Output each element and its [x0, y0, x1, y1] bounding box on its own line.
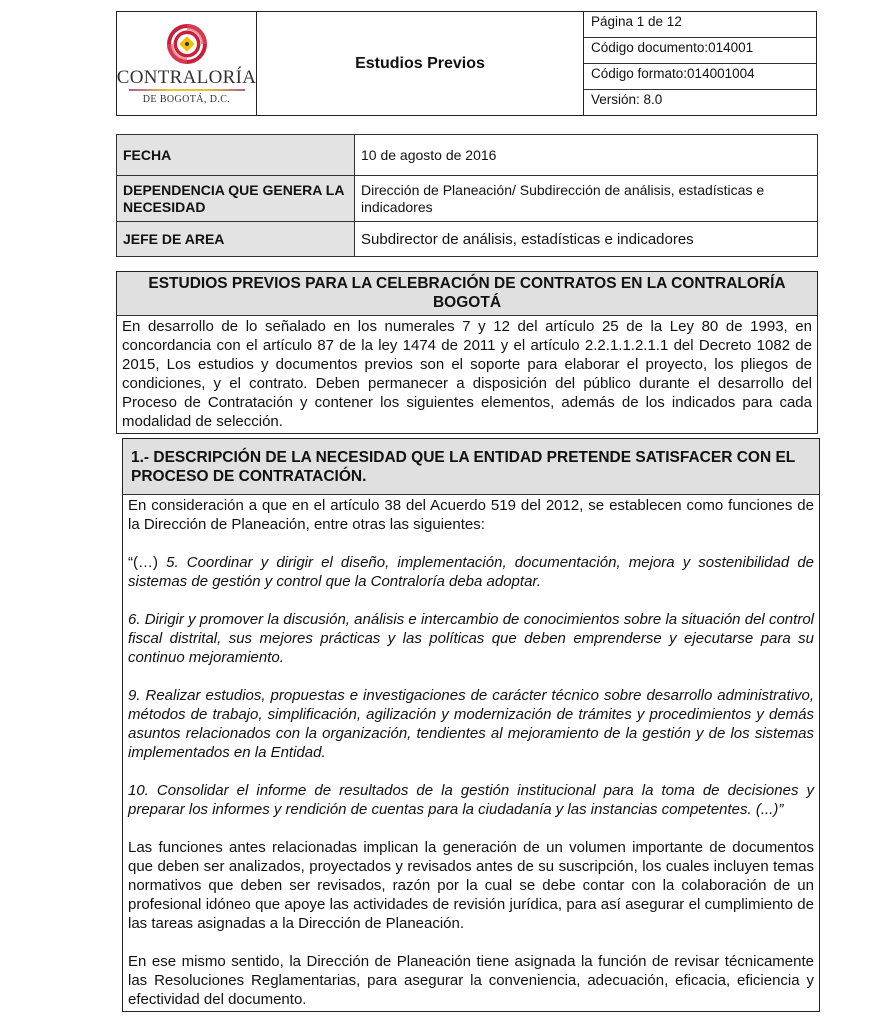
row-label: JEFE DE AREA	[117, 222, 355, 257]
row-value: Dirección de Planeación/ Subdirección de análisis, estadísticas e indicadores	[355, 176, 818, 222]
page-number: Página 1 de 12	[584, 12, 816, 38]
contraloria-logo-icon	[165, 22, 209, 66]
function-10: 10. Consolidar el informe de resultados de la gestión institucional para la toma de decisiones y preparar los informes y rendición de cuentas para la ciudadanía y las instancias competentes. (...)”	[128, 782, 814, 818]
function-9: 9. Realizar estudios, propuestas e investigaciones de carácter técnico sobre desarrollo administrativo, métodos de trabajo, simplificación, agilización y modernización de trámites y procedimientos y demás asuntos relacionados con la organización, tendientes al mejoramiento de la gestión y de los sistemas implementados en la Entidad.	[128, 687, 814, 761]
function-6: 6. Dirigir y promover la discusión, análisis e intercambio de conocimientos sobre la situación del control fiscal distrital, sus mejores prácticas y las políticas que deben emprenderse y ejecutarse para su continuo mejoramiento.	[128, 611, 814, 666]
section-1-title: 1.- DESCRIPCIÓN DE LA NECESIDAD QUE LA ENTIDAD PRETENDE SATISFACER CON EL PROCESO DE CONTRATACIÓN.	[123, 439, 819, 495]
intro-section-body: En desarrollo de lo señalado en los numerales 7 y 12 del artículo 25 de la Ley 80 de 1993, en concordancia con el artículo 87 de la ley 1474 de 2011 y el artículo 2.2.1.1.2.1.1 del Decreto 1082 de 2015, Los estudios y documentos previos son el soporte para elaborar el proyecto, los pliegos de condiciones, y el contrato. Deben permanecer a disposición del público durante el desarrollo del Proceso de Contratación y contener los siguientes elementos, además de los indicados para cada modalidad de selección.	[122, 318, 812, 430]
version: Versión: 8.0	[591, 92, 663, 107]
section-1-body	[123, 495, 819, 1011]
quote-open: “(…)	[128, 554, 167, 571]
document-header	[116, 11, 817, 116]
document-meta	[584, 12, 816, 115]
row-label: DEPENDENCIA QUE GENERA LA NECESIDAD	[117, 176, 355, 222]
row-value: 10 de agosto de 2016	[355, 135, 818, 176]
table-row	[117, 135, 818, 176]
logo-subtitle: DE BOGOTÁ, D.C.	[142, 94, 231, 105]
logo-divider	[129, 89, 245, 91]
section-1	[122, 438, 820, 1012]
table-row	[117, 176, 818, 222]
format-code: Código formato:014001004	[584, 64, 816, 90]
info-table	[116, 134, 818, 257]
document-title: Estudios Previos	[257, 12, 584, 115]
logo-cell	[117, 12, 257, 115]
row-value: Subdirector de análisis, estadísticas e indicadores	[355, 222, 818, 257]
document-code: Código documento:014001	[584, 38, 816, 64]
section-1-intro: En consideración a que en el artículo 38 del Acuerdo 519 del 2012, se establecen como funciones de la Dirección de Planeación, entre otras las siguientes:	[128, 497, 814, 533]
row-label: FECHA	[117, 135, 355, 176]
function-5: 5. Coordinar y dirigir el diseño, implementación, documentación, mejora y sostenibilidad de sistemas de gestión y control que la Contraloría deba adoptar.	[128, 554, 815, 590]
intro-section	[116, 271, 818, 434]
logo-name: CONTRALORÍA	[116, 67, 257, 88]
intro-section-title: ESTUDIOS PREVIOS PARA LA CELEBRACIÓN DE CONTRATOS EN LA CONTRALORÍA BOGOTÁ	[117, 272, 817, 316]
section-1-paragraph-2: Las funciones antes relacionadas implican la generación de un volumen importante de documentos que deben ser analizados, proyectados y revisados antes de su suscripción, los cuales incluyen temas normativos que deben ser revisados, razón por la cual se debe contar con la colaboración de un profesional idóneo que apoye las actividades de revisión jurídica, para así asegurar el cumplimiento de las tareas asignadas a la Dirección de Planeación.	[128, 839, 814, 932]
table-row	[117, 222, 818, 257]
function-item	[128, 553, 814, 591]
section-1-paragraph-3: En ese mismo sentido, la Dirección de Planeación tiene asignada la función de revisar técnicamente las Resoluciones Reglamentarias, para asegurar la conveniencia, adecuación, eficacia, eficiencia y efectividad del documento.	[128, 953, 814, 1008]
